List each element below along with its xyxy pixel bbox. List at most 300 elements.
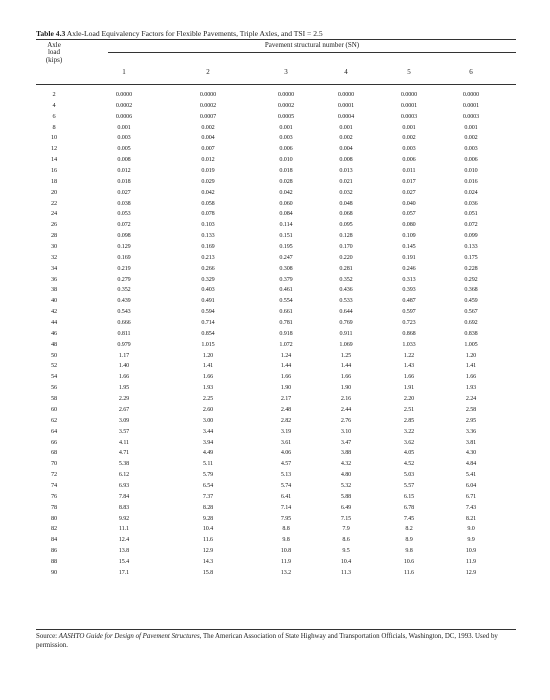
axle-load-cell: 28 [50, 232, 58, 240]
equivalency-factor-cell: 0.195 [279, 244, 293, 251]
equivalency-factor-cell: 2.60 [202, 406, 214, 413]
equivalency-factor-cell: 3.22 [403, 428, 415, 435]
equivalency-factor-cell: 0.0005 [277, 113, 295, 120]
equivalency-factor-cell: 0.019 [201, 168, 215, 175]
table-body [36, 90, 516, 579]
group-header-rule [108, 52, 516, 53]
equivalency-factor-cell: 7.14 [280, 504, 292, 511]
equivalency-factor-cell: 1.66 [465, 374, 477, 381]
equivalency-factor-cell: 0.133 [201, 233, 215, 240]
equivalency-factor-cell: 0.352 [339, 276, 353, 283]
table-row [36, 524, 516, 535]
equivalency-factor-cell: 0.266 [201, 265, 215, 272]
equivalency-factor-cell: 0.228 [464, 265, 478, 272]
equivalency-factor-cell: 0.058 [201, 200, 215, 207]
equivalency-factor-cell: 8.28 [202, 504, 214, 511]
equivalency-factor-cell: 0.0003 [400, 113, 418, 120]
equivalency-factor-cell: 10.4 [202, 526, 214, 533]
equivalency-factor-cell: 0.352 [117, 287, 131, 294]
axle-load-cell: 72 [50, 471, 58, 479]
equivalency-factor-cell: 0.114 [279, 222, 293, 229]
equivalency-factor-cell: 1.66 [340, 374, 352, 381]
axle-load-cell: 12 [50, 145, 58, 153]
axle-load-cell: 26 [50, 221, 58, 229]
axle-load-cell: 14 [50, 156, 58, 164]
equivalency-factor-cell: 3.61 [280, 439, 292, 446]
axle-load-cell: 42 [50, 308, 58, 316]
equivalency-factor-cell: 1.20 [465, 352, 477, 359]
equivalency-factor-cell: 1.93 [202, 385, 214, 392]
equivalency-factor-cell: 5.88 [340, 493, 352, 500]
equivalency-factor-cell: 0.911 [339, 330, 353, 337]
equivalency-factor-cell: 3.47 [340, 439, 352, 446]
equivalency-factor-cell: 1.44 [340, 363, 352, 370]
equivalency-factor-cell: 0.461 [279, 287, 293, 294]
equivalency-factor-cell: 3.36 [465, 428, 477, 435]
equivalency-factor-cell: 4.30 [465, 450, 477, 457]
equivalency-factor-cell: 2.44 [340, 406, 352, 413]
table-row [36, 264, 516, 275]
equivalency-factor-cell: 0.001 [464, 124, 478, 131]
equivalency-factor-cell: 9.0 [467, 526, 475, 533]
equivalency-factor-cell: 4.52 [403, 461, 415, 468]
equivalency-factor-cell: 0.191 [402, 254, 416, 261]
equivalency-factor-cell: 0.008 [117, 157, 131, 164]
column-header-sn-1: 1 [122, 68, 126, 76]
equivalency-factor-cell: 0.281 [339, 265, 353, 272]
equivalency-factor-cell: 8.21 [465, 515, 477, 522]
equivalency-factor-cell: 1.66 [118, 374, 130, 381]
equivalency-factor-cell: 0.040 [402, 200, 416, 207]
equivalency-factor-cell: 0.042 [201, 189, 215, 196]
equivalency-factor-cell: 5.41 [465, 472, 477, 479]
table-row [36, 318, 516, 329]
equivalency-factor-cell: 0.003 [279, 135, 293, 142]
equivalency-factor-cell: 0.042 [279, 189, 293, 196]
equivalency-factor-cell: 1.005 [464, 341, 478, 348]
equivalency-factor-cell: 0.024 [464, 189, 478, 196]
equivalency-factor-cell: 7.9 [342, 526, 350, 533]
equivalency-factor-cell: 7.15 [340, 515, 352, 522]
axle-load-cell: 4 [52, 101, 56, 109]
equivalency-factor-cell: 0.533 [339, 298, 353, 305]
axle-load-cell: 38 [50, 286, 58, 294]
equivalency-factor-cell: 0.027 [117, 189, 131, 196]
table-row [36, 209, 516, 220]
equivalency-factor-cell: 9.92 [118, 515, 130, 522]
axle-load-cell: 76 [50, 492, 58, 500]
equivalency-factor-cell: 13.8 [118, 548, 130, 555]
equivalency-factor-cell: 0.0001 [400, 102, 418, 109]
equivalency-factor-cell: 0.005 [117, 146, 131, 153]
equivalency-factor-cell: 0.0000 [337, 92, 355, 98]
equivalency-factor-cell: 0.002 [201, 124, 215, 131]
equivalency-factor-cell: 0.004 [201, 135, 215, 142]
equivalency-factor-cell: 0.0000 [115, 92, 133, 98]
axle-load-cell: 70 [50, 460, 58, 468]
equivalency-factor-cell: 1.015 [201, 341, 215, 348]
equivalency-factor-cell: 9.28 [202, 515, 214, 522]
axle-load-cell: 24 [50, 210, 58, 218]
equivalency-factor-cell: 0.036 [464, 200, 478, 207]
axle-load-cell: 62 [50, 416, 58, 424]
equivalency-factor-cell: 7.45 [403, 515, 415, 522]
equivalency-factor-cell: 0.308 [279, 265, 293, 272]
equivalency-factor-cell: 1.43 [403, 363, 415, 370]
table-row [36, 90, 516, 101]
equivalency-factor-cell: 1.90 [340, 385, 352, 392]
equivalency-factor-cell: 0.0002 [277, 102, 295, 109]
equivalency-factor-cell: 1.91 [403, 385, 415, 392]
table-row [36, 568, 516, 579]
axle-load-header-line: load [47, 48, 61, 57]
equivalency-factor-cell: 0.008 [339, 157, 353, 164]
axle-load-cell: 50 [50, 351, 58, 359]
equivalency-factor-cell: 0.594 [201, 309, 215, 316]
equivalency-factor-cell: 5.38 [118, 461, 130, 468]
axle-load-cell: 58 [50, 395, 58, 403]
equivalency-factor-cell: 0.403 [201, 287, 215, 294]
equivalency-factor-cell: 6.78 [403, 504, 415, 511]
equivalency-factor-cell: 6.12 [118, 472, 130, 479]
equivalency-factor-cell: 5.57 [403, 482, 415, 489]
equivalency-factor-cell: 0.329 [201, 276, 215, 283]
equivalency-factor-cell: 3.57 [118, 428, 130, 435]
equivalency-factor-cell: 4.11 [118, 439, 130, 446]
equivalency-factor-cell: 0.491 [201, 298, 215, 305]
equivalency-factor-cell: 0.006 [279, 146, 293, 153]
equivalency-factor-cell: 0.918 [279, 330, 293, 337]
table-row [36, 470, 516, 481]
equivalency-factor-cell: 6.04 [465, 482, 477, 489]
equivalency-factor-cell: 0.053 [117, 211, 131, 218]
equivalency-factor-cell: 0.979 [117, 341, 131, 348]
equivalency-factor-cell: 1.033 [402, 341, 416, 348]
table-row [36, 296, 516, 307]
equivalency-factor-cell: 2.20 [403, 396, 415, 403]
equivalency-factor-cell: 0.0001 [337, 102, 355, 109]
axle-load-cell: 66 [50, 438, 58, 446]
equivalency-factor-cell: 1.66 [280, 374, 292, 381]
equivalency-factor-cell: 15.4 [118, 558, 130, 565]
equivalency-factor-cell: 3.19 [280, 428, 292, 435]
equivalency-factor-cell: 11.9 [465, 558, 477, 565]
equivalency-factor-cell: 4.06 [280, 450, 292, 457]
equivalency-factor-cell: 0.868 [402, 330, 416, 337]
table-row [36, 242, 516, 253]
equivalency-factor-cell: 3.00 [202, 417, 214, 424]
equivalency-factor-cell: 0.313 [402, 276, 416, 283]
equivalency-factor-cell: 0.012 [117, 168, 131, 175]
table-row [36, 459, 516, 470]
equivalency-factor-cell: 17.1 [118, 569, 130, 576]
equivalency-factor-cell: 1.41 [465, 363, 477, 370]
source-details: , The American Association of State Highway and Transportation Officials, Washington, DC, 1993. Used by permission. [36, 633, 498, 649]
equivalency-factor-cell: 3.44 [202, 428, 214, 435]
equivalency-factor-cell: 2.76 [340, 417, 352, 424]
equivalency-factor-cell: 7.95 [280, 515, 292, 522]
equivalency-factor-cell: 0.103 [201, 222, 215, 229]
axle-load-cell: 18 [50, 177, 58, 185]
table-row [36, 557, 516, 568]
table-row [36, 285, 516, 296]
source-note [36, 633, 516, 650]
equivalency-factor-cell: 0.095 [339, 222, 353, 229]
equivalency-factor-cell: 1.40 [118, 363, 130, 370]
equivalency-factor-cell: 0.213 [201, 254, 215, 261]
equivalency-factor-cell: 0.018 [279, 168, 293, 175]
table-row [36, 144, 516, 155]
equivalency-factor-cell: 0.002 [402, 135, 416, 142]
equivalency-factor-cell: 4.80 [340, 472, 352, 479]
equivalency-factor-cell: 0.661 [279, 309, 293, 316]
table-row [36, 394, 516, 405]
equivalency-factor-cell: 0.072 [117, 222, 131, 229]
equivalency-factor-cell: 0.078 [201, 211, 215, 218]
equivalency-factor-cell: 4.57 [280, 461, 292, 468]
equivalency-factor-cell: 0.811 [117, 330, 131, 337]
axle-load-cell: 74 [50, 481, 58, 489]
equivalency-factor-cell: 5.79 [202, 472, 214, 479]
equivalency-factor-cell: 1.17 [118, 352, 130, 359]
equivalency-factor-cell: 7.37 [202, 493, 214, 500]
equivalency-factor-cell: 4.71 [118, 450, 130, 457]
equivalency-factor-cell: 0.220 [339, 254, 353, 261]
table-row [36, 514, 516, 525]
equivalency-factor-cell: 0.048 [339, 200, 353, 207]
equivalency-factor-cell: 0.004 [339, 146, 353, 153]
equivalency-factor-cell: 1.44 [280, 363, 292, 370]
equivalency-factor-cell: 0.292 [464, 276, 478, 283]
axle-load-cell: 82 [50, 525, 58, 533]
equivalency-factor-cell: 0.692 [464, 320, 478, 327]
equivalency-factor-cell: 0.128 [339, 233, 353, 240]
table-row [36, 448, 516, 459]
axle-load-cell: 88 [50, 557, 58, 565]
table-row [36, 535, 516, 546]
axle-load-cell: 52 [50, 362, 58, 370]
equivalency-factor-cell: 12.9 [202, 548, 214, 555]
axle-load-cell: 22 [50, 199, 58, 207]
equivalency-factor-cell: 0.010 [464, 168, 478, 175]
equivalency-factor-cell: 12.4 [118, 537, 130, 544]
axle-load-cell: 20 [50, 188, 58, 196]
equivalency-factor-cell: 2.25 [202, 396, 214, 403]
equivalency-factor-cell: 0.459 [464, 298, 478, 305]
table-row [36, 275, 516, 286]
equivalency-factor-cell: 0.133 [464, 244, 478, 251]
equivalency-factor-cell: 0.145 [402, 244, 416, 251]
equivalency-factor-cell: 1.95 [118, 385, 130, 392]
equivalency-factor-cell: 10.8 [280, 548, 292, 555]
equivalency-factor-cell: 0.436 [339, 287, 353, 294]
axle-load-cell: 80 [50, 514, 58, 522]
header-bottom-rule [36, 84, 516, 85]
table-row [36, 405, 516, 416]
axle-load-cell: 34 [50, 264, 58, 272]
axle-load-cell: 54 [50, 373, 58, 381]
axle-load-cell: 16 [50, 167, 58, 175]
equivalency-factor-cell: 8.9 [405, 537, 413, 544]
equivalency-factor-cell: 0.0003 [462, 113, 480, 120]
equivalency-factor-cell: 0.0002 [199, 102, 217, 109]
table-row [36, 307, 516, 318]
equivalency-factor-cell: 0.032 [339, 189, 353, 196]
equivalency-factor-cell: 0.838 [464, 330, 478, 337]
axle-load-cell: 30 [50, 243, 58, 251]
equivalency-factor-cell: 2.17 [280, 396, 292, 403]
axle-load-cell: 86 [50, 547, 58, 555]
axle-load-cell: 44 [50, 319, 58, 327]
axle-load-cell: 6 [52, 112, 56, 120]
table-row [36, 133, 516, 144]
equivalency-factor-cell: 0.129 [117, 244, 131, 251]
axle-load-header-line: Axle [47, 41, 61, 49]
equivalency-factor-cell: 6.71 [465, 493, 477, 500]
equivalency-factor-cell: 10.4 [340, 558, 352, 565]
table-row [36, 329, 516, 340]
equivalency-factor-cell: 0.003 [464, 146, 478, 153]
equivalency-factor-cell: 8.2 [405, 526, 413, 533]
equivalency-factor-cell: 9.5 [342, 548, 350, 555]
axle-load-header [36, 42, 72, 64]
equivalency-factor-cell: 11.3 [340, 569, 352, 576]
equivalency-factor-cell: 0.001 [402, 124, 416, 131]
equivalency-factor-cell: 0.246 [402, 265, 416, 272]
equivalency-factor-cell: 0.001 [339, 124, 353, 131]
equivalency-factor-cell: 13.2 [280, 569, 292, 576]
equivalency-factor-cell: 6.41 [280, 493, 292, 500]
equivalency-factor-cell: 0.0007 [199, 113, 217, 120]
table-row [36, 188, 516, 199]
equivalency-factor-cell: 0.084 [279, 211, 293, 218]
axle-load-cell: 56 [50, 384, 58, 392]
axle-load-cell: 48 [50, 340, 58, 348]
equivalency-factor-cell: 5.11 [202, 461, 214, 468]
equivalency-factor-cell: 0.072 [464, 222, 478, 229]
axle-load-cell: 2 [52, 91, 56, 98]
equivalency-factor-cell: 0.011 [402, 168, 416, 175]
axle-load-cell: 60 [50, 405, 58, 413]
axle-load-cell: 78 [50, 503, 58, 511]
equivalency-factor-cell: 0.0000 [462, 92, 480, 98]
table-row [36, 123, 516, 134]
equivalency-factor-cell: 2.16 [340, 396, 352, 403]
equivalency-factor-cell: 0.714 [201, 320, 215, 327]
structural-number-header: Pavement structural number (SN) [264, 41, 360, 49]
equivalency-factor-cell: 4.49 [202, 450, 214, 457]
column-header-sn-4: 4 [344, 68, 348, 76]
table-row [36, 340, 516, 351]
equivalency-factor-cell: 0.247 [279, 254, 293, 261]
axle-load-cell: 64 [50, 427, 58, 435]
table-row [36, 101, 516, 112]
column-header-sn-5: 5 [407, 68, 411, 76]
equivalency-factor-cell: 2.51 [403, 406, 415, 413]
equivalency-factor-cell: 3.81 [465, 439, 477, 446]
column-header-sn-6: 6 [469, 68, 473, 76]
equivalency-factor-cell: 11.9 [280, 558, 292, 565]
equivalency-factor-cell: 15.8 [202, 569, 214, 576]
table-row [36, 166, 516, 177]
equivalency-factor-cell: 2.58 [465, 406, 477, 413]
equivalency-factor-cell: 8.6 [342, 537, 350, 544]
equivalency-factor-cell: 8.8 [282, 526, 290, 533]
equivalency-factor-cell: 7.84 [118, 493, 130, 500]
equivalency-factor-cell: 0.769 [339, 320, 353, 327]
axle-load-cell: 40 [50, 297, 58, 305]
equivalency-factor-cell: 6.15 [403, 493, 415, 500]
equivalency-factor-cell: 0.644 [339, 309, 353, 316]
equivalency-factor-cell: 1.072 [279, 341, 293, 348]
equivalency-factor-cell: 0.018 [117, 178, 131, 185]
equivalency-factor-cell: 0.368 [464, 287, 478, 294]
equivalency-factor-cell: 0.554 [279, 298, 293, 305]
axle-load-cell: 46 [50, 329, 58, 337]
equivalency-factor-cell: 9.9 [467, 537, 475, 544]
equivalency-factor-cell: 0.279 [117, 276, 131, 283]
equivalency-factor-cell: 9.8 [405, 548, 413, 555]
equivalency-factor-cell: 0.723 [402, 320, 416, 327]
equivalency-factor-cell: 0.666 [117, 320, 131, 327]
equivalency-factor-cell: 1.93 [465, 385, 477, 392]
equivalency-factor-cell: 0.379 [279, 276, 293, 283]
column-header-sn-2: 2 [206, 68, 210, 76]
table-row [36, 231, 516, 242]
equivalency-factor-cell: 0.003 [117, 135, 131, 142]
equivalency-factor-cell: 0.012 [201, 157, 215, 164]
axle-load-cell: 68 [50, 449, 58, 457]
axle-load-cell: 36 [50, 275, 58, 283]
table-row [36, 416, 516, 427]
column-header-sn-3: 3 [284, 68, 288, 76]
equivalency-factor-cell: 1.66 [202, 374, 214, 381]
bottom-rule [36, 629, 516, 630]
equivalency-factor-cell: 0.439 [117, 298, 131, 305]
equivalency-factor-cell: 0.781 [279, 320, 293, 327]
equivalency-factor-cell: 4.32 [340, 461, 352, 468]
equivalency-factor-cell: 5.32 [340, 482, 352, 489]
equivalency-factor-cell: 0.027 [402, 189, 416, 196]
equivalency-factor-cell: 0.854 [201, 330, 215, 337]
equivalency-factor-cell: 4.05 [403, 450, 415, 457]
equivalency-factor-cell: 0.567 [464, 309, 478, 316]
equivalency-factor-cell: 2.24 [465, 396, 477, 403]
top-rule [36, 39, 516, 40]
table-row [36, 112, 516, 123]
equivalency-factor-cell: 0.0004 [337, 113, 355, 120]
equivalency-factor-cell: 0.109 [402, 233, 416, 240]
table-row [36, 438, 516, 449]
equivalency-factor-cell: 2.67 [118, 406, 130, 413]
equivalency-factor-cell: 0.0006 [115, 113, 133, 120]
equivalency-factor-cell: 0.169 [117, 254, 131, 261]
equivalency-factor-cell: 0.001 [117, 124, 131, 131]
equivalency-factor-cell: 0.393 [402, 287, 416, 294]
equivalency-factor-cell: 3.88 [340, 450, 352, 457]
equivalency-factor-cell: 0.038 [117, 200, 131, 207]
equivalency-factor-cell: 7.43 [465, 504, 477, 511]
table-row [36, 481, 516, 492]
equivalency-factor-cell: 1.20 [202, 352, 214, 359]
equivalency-factor-cell: 0.002 [339, 135, 353, 142]
axle-load-cell: 32 [50, 253, 58, 261]
equivalency-factor-cell: 6.93 [118, 482, 130, 489]
equivalency-factor-cell: 3.09 [118, 417, 130, 424]
equivalency-factor-cell: 0.013 [339, 168, 353, 175]
equivalency-factor-cell: 0.017 [402, 178, 416, 185]
equivalency-factor-cell: 5.03 [403, 472, 415, 479]
